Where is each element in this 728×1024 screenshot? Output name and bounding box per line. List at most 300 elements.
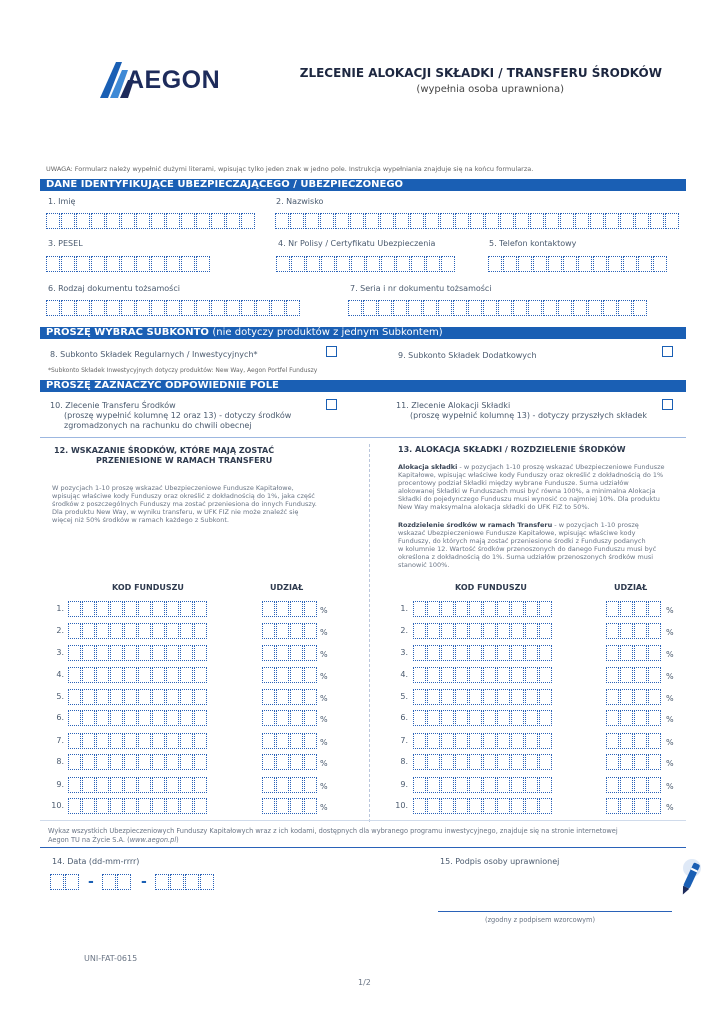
char-box[interactable] — [455, 754, 468, 770]
char-box[interactable] — [525, 754, 538, 770]
char-box[interactable] — [380, 213, 394, 229]
char-box[interactable] — [648, 689, 661, 705]
char-box[interactable] — [304, 667, 317, 683]
char-box[interactable] — [136, 213, 150, 229]
char-box[interactable] — [290, 667, 303, 683]
char-box[interactable] — [497, 733, 510, 749]
char-box[interactable] — [511, 710, 524, 726]
char-box[interactable] — [648, 645, 661, 661]
col13-share-field[interactable] — [606, 667, 662, 683]
char-box[interactable] — [304, 754, 317, 770]
char-box[interactable] — [290, 601, 303, 617]
char-box[interactable] — [276, 256, 290, 272]
char-box[interactable] — [648, 667, 661, 683]
char-box[interactable] — [290, 733, 303, 749]
char-box[interactable] — [194, 623, 207, 639]
char-box[interactable] — [276, 777, 289, 793]
policy-number-field[interactable] — [276, 256, 456, 272]
char-box[interactable] — [483, 733, 496, 749]
char-box[interactable] — [276, 798, 289, 814]
char-box[interactable] — [180, 777, 193, 793]
char-box[interactable] — [503, 256, 517, 272]
subaccount-regular-checkbox[interactable] — [326, 346, 337, 357]
phone-field[interactable] — [488, 256, 668, 272]
char-box[interactable] — [648, 601, 661, 617]
char-box[interactable] — [276, 601, 289, 617]
col12-share-field[interactable] — [262, 754, 318, 770]
char-box[interactable] — [82, 645, 95, 661]
date-day-field[interactable] — [50, 874, 80, 890]
char-box[interactable] — [423, 300, 437, 316]
char-box[interactable] — [211, 213, 225, 229]
char-box[interactable] — [483, 798, 496, 814]
char-box[interactable] — [513, 300, 527, 316]
char-box[interactable] — [106, 213, 120, 229]
char-box[interactable] — [276, 645, 289, 661]
char-box[interactable] — [124, 667, 137, 683]
col13-share-field[interactable] — [606, 777, 662, 793]
char-box[interactable] — [648, 798, 661, 814]
char-box[interactable] — [469, 754, 482, 770]
char-box[interactable] — [634, 667, 647, 683]
char-box[interactable] — [606, 689, 619, 705]
col12-fund-code-field[interactable] — [68, 667, 208, 683]
col12-fund-code-field[interactable] — [68, 777, 208, 793]
char-box[interactable] — [413, 710, 426, 726]
char-box[interactable] — [276, 623, 289, 639]
char-box[interactable] — [96, 754, 109, 770]
char-box[interactable] — [634, 777, 647, 793]
char-box[interactable] — [290, 623, 303, 639]
aegon-website-link[interactable]: www.aegon.pl — [129, 836, 177, 844]
char-box[interactable] — [441, 798, 454, 814]
char-box[interactable] — [152, 601, 165, 617]
char-box[interactable] — [381, 256, 395, 272]
col13-fund-code-field[interactable] — [413, 667, 553, 683]
char-box[interactable] — [539, 623, 552, 639]
col13-fund-code-field[interactable] — [413, 777, 553, 793]
char-box[interactable] — [304, 710, 317, 726]
char-box[interactable] — [366, 256, 380, 272]
char-box[interactable] — [91, 256, 105, 272]
char-box[interactable] — [620, 754, 633, 770]
char-box[interactable] — [525, 667, 538, 683]
col13-fund-code-field[interactable] — [413, 623, 553, 639]
last-name-field[interactable] — [275, 213, 680, 229]
char-box[interactable] — [511, 798, 524, 814]
char-box[interactable] — [76, 300, 90, 316]
char-box[interactable] — [180, 667, 193, 683]
char-box[interactable] — [511, 645, 524, 661]
allocation-order-checkbox[interactable] — [662, 399, 673, 410]
char-box[interactable] — [96, 733, 109, 749]
char-box[interactable] — [650, 213, 664, 229]
char-box[interactable] — [304, 689, 317, 705]
char-box[interactable] — [290, 645, 303, 661]
char-box[interactable] — [262, 623, 275, 639]
char-box[interactable] — [413, 689, 426, 705]
char-box[interactable] — [525, 777, 538, 793]
char-box[interactable] — [606, 667, 619, 683]
char-box[interactable] — [427, 645, 440, 661]
char-box[interactable] — [321, 256, 335, 272]
char-box[interactable] — [441, 754, 454, 770]
char-box[interactable] — [96, 623, 109, 639]
char-box[interactable] — [455, 213, 469, 229]
char-box[interactable] — [427, 733, 440, 749]
char-box[interactable] — [166, 601, 179, 617]
char-box[interactable] — [138, 754, 151, 770]
char-box[interactable] — [96, 710, 109, 726]
char-box[interactable] — [180, 733, 193, 749]
char-box[interactable] — [61, 256, 75, 272]
char-box[interactable] — [180, 645, 193, 661]
char-box[interactable] — [427, 689, 440, 705]
char-box[interactable] — [455, 710, 468, 726]
char-box[interactable] — [166, 754, 179, 770]
char-box[interactable] — [441, 623, 454, 639]
char-box[interactable] — [455, 645, 468, 661]
col13-share-field[interactable] — [606, 689, 662, 705]
char-box[interactable] — [348, 300, 362, 316]
char-box[interactable] — [138, 601, 151, 617]
char-box[interactable] — [575, 213, 589, 229]
char-box[interactable] — [634, 798, 647, 814]
char-box[interactable] — [124, 798, 137, 814]
char-box[interactable] — [124, 601, 137, 617]
char-box[interactable] — [275, 213, 289, 229]
char-box[interactable] — [648, 710, 661, 726]
char-box[interactable] — [485, 213, 499, 229]
char-box[interactable] — [271, 300, 285, 316]
char-box[interactable] — [634, 623, 647, 639]
char-box[interactable] — [539, 710, 552, 726]
col13-fund-code-field[interactable] — [413, 601, 553, 617]
char-box[interactable] — [623, 256, 637, 272]
char-box[interactable] — [194, 754, 207, 770]
char-box[interactable] — [469, 689, 482, 705]
char-box[interactable] — [620, 667, 633, 683]
char-box[interactable] — [68, 623, 81, 639]
col13-share-field[interactable] — [606, 645, 662, 661]
char-box[interactable] — [110, 667, 123, 683]
char-box[interactable] — [483, 777, 496, 793]
char-box[interactable] — [276, 733, 289, 749]
char-box[interactable] — [82, 777, 95, 793]
col12-fund-code-field[interactable] — [68, 689, 208, 705]
char-box[interactable] — [500, 213, 514, 229]
char-box[interactable] — [620, 645, 633, 661]
char-box[interactable] — [276, 710, 289, 726]
char-box[interactable] — [68, 710, 81, 726]
char-box[interactable] — [427, 623, 440, 639]
char-box[interactable] — [497, 689, 510, 705]
char-box[interactable] — [393, 300, 407, 316]
char-box[interactable] — [525, 710, 538, 726]
char-box[interactable] — [138, 777, 151, 793]
col12-fund-code-field[interactable] — [68, 710, 208, 726]
col12-share-field[interactable] — [262, 667, 318, 683]
char-box[interactable] — [180, 601, 193, 617]
char-box[interactable] — [413, 733, 426, 749]
char-box[interactable] — [121, 213, 135, 229]
char-box[interactable] — [196, 300, 210, 316]
char-box[interactable] — [136, 300, 150, 316]
char-box[interactable] — [606, 623, 619, 639]
char-box[interactable] — [427, 798, 440, 814]
char-box[interactable] — [588, 300, 602, 316]
char-box[interactable] — [68, 733, 81, 749]
char-box[interactable] — [410, 213, 424, 229]
char-box[interactable] — [320, 213, 334, 229]
char-box[interactable] — [262, 754, 275, 770]
char-box[interactable] — [138, 645, 151, 661]
char-box[interactable] — [648, 623, 661, 639]
char-box[interactable] — [648, 754, 661, 770]
char-box[interactable] — [166, 256, 180, 272]
char-box[interactable] — [441, 689, 454, 705]
char-box[interactable] — [455, 689, 468, 705]
char-box[interactable] — [633, 300, 647, 316]
char-box[interactable] — [262, 798, 275, 814]
char-box[interactable] — [525, 733, 538, 749]
char-box[interactable] — [262, 710, 275, 726]
char-box[interactable] — [138, 667, 151, 683]
date-year-field[interactable] — [155, 874, 215, 890]
char-box[interactable] — [152, 667, 165, 683]
char-box[interactable] — [194, 777, 207, 793]
char-box[interactable] — [539, 798, 552, 814]
char-box[interactable] — [152, 645, 165, 661]
char-box[interactable] — [511, 777, 524, 793]
col12-fund-code-field[interactable] — [68, 798, 208, 814]
char-box[interactable] — [194, 689, 207, 705]
char-box[interactable] — [290, 213, 304, 229]
char-box[interactable] — [121, 256, 135, 272]
char-box[interactable] — [181, 256, 195, 272]
char-box[interactable] — [497, 798, 510, 814]
char-box[interactable] — [620, 601, 633, 617]
col12-share-field[interactable] — [262, 601, 318, 617]
char-box[interactable] — [411, 256, 425, 272]
char-box[interactable] — [468, 300, 482, 316]
char-box[interactable] — [606, 645, 619, 661]
char-box[interactable] — [124, 754, 137, 770]
col13-share-field[interactable] — [606, 754, 662, 770]
char-box[interactable] — [441, 645, 454, 661]
char-box[interactable] — [82, 623, 95, 639]
char-box[interactable] — [590, 213, 604, 229]
col12-share-field[interactable] — [262, 645, 318, 661]
char-box[interactable] — [470, 213, 484, 229]
col13-share-field[interactable] — [606, 798, 662, 814]
char-box[interactable] — [483, 645, 496, 661]
char-box[interactable] — [427, 710, 440, 726]
char-box[interactable] — [563, 256, 577, 272]
char-box[interactable] — [124, 689, 137, 705]
char-box[interactable] — [539, 754, 552, 770]
char-box[interactable] — [497, 601, 510, 617]
char-box[interactable] — [606, 798, 619, 814]
char-box[interactable] — [138, 689, 151, 705]
char-box[interactable] — [110, 754, 123, 770]
char-box[interactable] — [620, 777, 633, 793]
char-box[interactable] — [606, 754, 619, 770]
char-box[interactable] — [648, 733, 661, 749]
char-box[interactable] — [483, 623, 496, 639]
char-box[interactable] — [106, 256, 120, 272]
char-box[interactable] — [291, 256, 305, 272]
char-box[interactable] — [306, 256, 320, 272]
char-box[interactable] — [497, 754, 510, 770]
char-box[interactable] — [539, 777, 552, 793]
char-box[interactable] — [290, 710, 303, 726]
char-box[interactable] — [497, 623, 510, 639]
char-box[interactable] — [82, 689, 95, 705]
char-box[interactable] — [262, 777, 275, 793]
char-box[interactable] — [497, 667, 510, 683]
char-box[interactable] — [276, 689, 289, 705]
char-box[interactable] — [413, 601, 426, 617]
char-box[interactable] — [525, 623, 538, 639]
char-box[interactable] — [497, 645, 510, 661]
char-box[interactable] — [620, 213, 634, 229]
char-box[interactable] — [290, 689, 303, 705]
char-box[interactable] — [151, 213, 165, 229]
char-box[interactable] — [440, 213, 454, 229]
char-box[interactable] — [438, 300, 452, 316]
char-box[interactable] — [539, 733, 552, 749]
char-box[interactable] — [634, 601, 647, 617]
char-box[interactable] — [82, 601, 95, 617]
char-box[interactable] — [378, 300, 392, 316]
char-box[interactable] — [455, 601, 468, 617]
char-box[interactable] — [166, 667, 179, 683]
char-box[interactable] — [166, 645, 179, 661]
char-box[interactable] — [110, 601, 123, 617]
char-box[interactable] — [138, 710, 151, 726]
char-box[interactable] — [262, 733, 275, 749]
char-box[interactable] — [196, 256, 210, 272]
char-box[interactable] — [605, 213, 619, 229]
char-box[interactable] — [426, 256, 440, 272]
char-box[interactable] — [304, 645, 317, 661]
char-box[interactable] — [152, 710, 165, 726]
char-box[interactable] — [634, 733, 647, 749]
char-box[interactable] — [96, 798, 109, 814]
char-box[interactable] — [620, 710, 633, 726]
char-box[interactable] — [68, 798, 81, 814]
col13-fund-code-field[interactable] — [413, 710, 553, 726]
char-box[interactable] — [350, 213, 364, 229]
char-box[interactable] — [124, 777, 137, 793]
col12-share-field[interactable] — [262, 733, 318, 749]
transfer-order-checkbox[interactable] — [326, 399, 337, 410]
char-box[interactable] — [469, 710, 482, 726]
char-box[interactable] — [497, 777, 510, 793]
char-box[interactable] — [525, 798, 538, 814]
char-box[interactable] — [138, 798, 151, 814]
signature-line[interactable] — [438, 911, 672, 912]
char-box[interactable] — [634, 645, 647, 661]
char-box[interactable] — [180, 710, 193, 726]
char-box[interactable] — [180, 754, 193, 770]
char-box[interactable] — [290, 754, 303, 770]
col12-share-field[interactable] — [262, 623, 318, 639]
char-box[interactable] — [91, 213, 105, 229]
col13-share-field[interactable] — [606, 623, 662, 639]
char-box[interactable] — [124, 710, 137, 726]
char-box[interactable] — [96, 777, 109, 793]
char-box[interactable] — [427, 667, 440, 683]
char-box[interactable] — [543, 300, 557, 316]
char-box[interactable] — [166, 777, 179, 793]
char-box[interactable] — [469, 777, 482, 793]
char-box[interactable] — [533, 256, 547, 272]
char-box[interactable] — [65, 874, 79, 890]
char-box[interactable] — [528, 300, 542, 316]
char-box[interactable] — [82, 798, 95, 814]
char-box[interactable] — [200, 874, 214, 890]
char-box[interactable] — [304, 623, 317, 639]
char-box[interactable] — [124, 623, 137, 639]
char-box[interactable] — [180, 623, 193, 639]
char-box[interactable] — [46, 256, 60, 272]
subaccount-additional-checkbox[interactable] — [662, 346, 673, 357]
char-box[interactable] — [91, 300, 105, 316]
char-box[interactable] — [211, 300, 225, 316]
char-box[interactable] — [511, 733, 524, 749]
char-box[interactable] — [180, 689, 193, 705]
char-box[interactable] — [68, 601, 81, 617]
char-box[interactable] — [413, 623, 426, 639]
char-box[interactable] — [226, 213, 240, 229]
char-box[interactable] — [102, 874, 116, 890]
char-box[interactable] — [511, 601, 524, 617]
char-box[interactable] — [525, 645, 538, 661]
char-box[interactable] — [151, 256, 165, 272]
char-box[interactable] — [82, 754, 95, 770]
char-box[interactable] — [96, 667, 109, 683]
char-box[interactable] — [634, 754, 647, 770]
char-box[interactable] — [441, 256, 455, 272]
char-box[interactable] — [166, 710, 179, 726]
char-box[interactable] — [194, 667, 207, 683]
char-box[interactable] — [68, 754, 81, 770]
char-box[interactable] — [106, 300, 120, 316]
char-box[interactable] — [61, 213, 75, 229]
char-box[interactable] — [648, 777, 661, 793]
char-box[interactable] — [82, 733, 95, 749]
char-box[interactable] — [511, 667, 524, 683]
char-box[interactable] — [76, 213, 90, 229]
char-box[interactable] — [638, 256, 652, 272]
char-box[interactable] — [290, 777, 303, 793]
char-box[interactable] — [413, 798, 426, 814]
char-box[interactable] — [166, 798, 179, 814]
char-box[interactable] — [194, 645, 207, 661]
char-box[interactable] — [620, 733, 633, 749]
pesel-field[interactable] — [46, 256, 211, 272]
col13-fund-code-field[interactable] — [413, 754, 553, 770]
char-box[interactable] — [441, 733, 454, 749]
col12-fund-code-field[interactable] — [68, 733, 208, 749]
char-box[interactable] — [138, 623, 151, 639]
char-box[interactable] — [151, 300, 165, 316]
char-box[interactable] — [469, 623, 482, 639]
char-box[interactable] — [606, 733, 619, 749]
char-box[interactable] — [194, 601, 207, 617]
